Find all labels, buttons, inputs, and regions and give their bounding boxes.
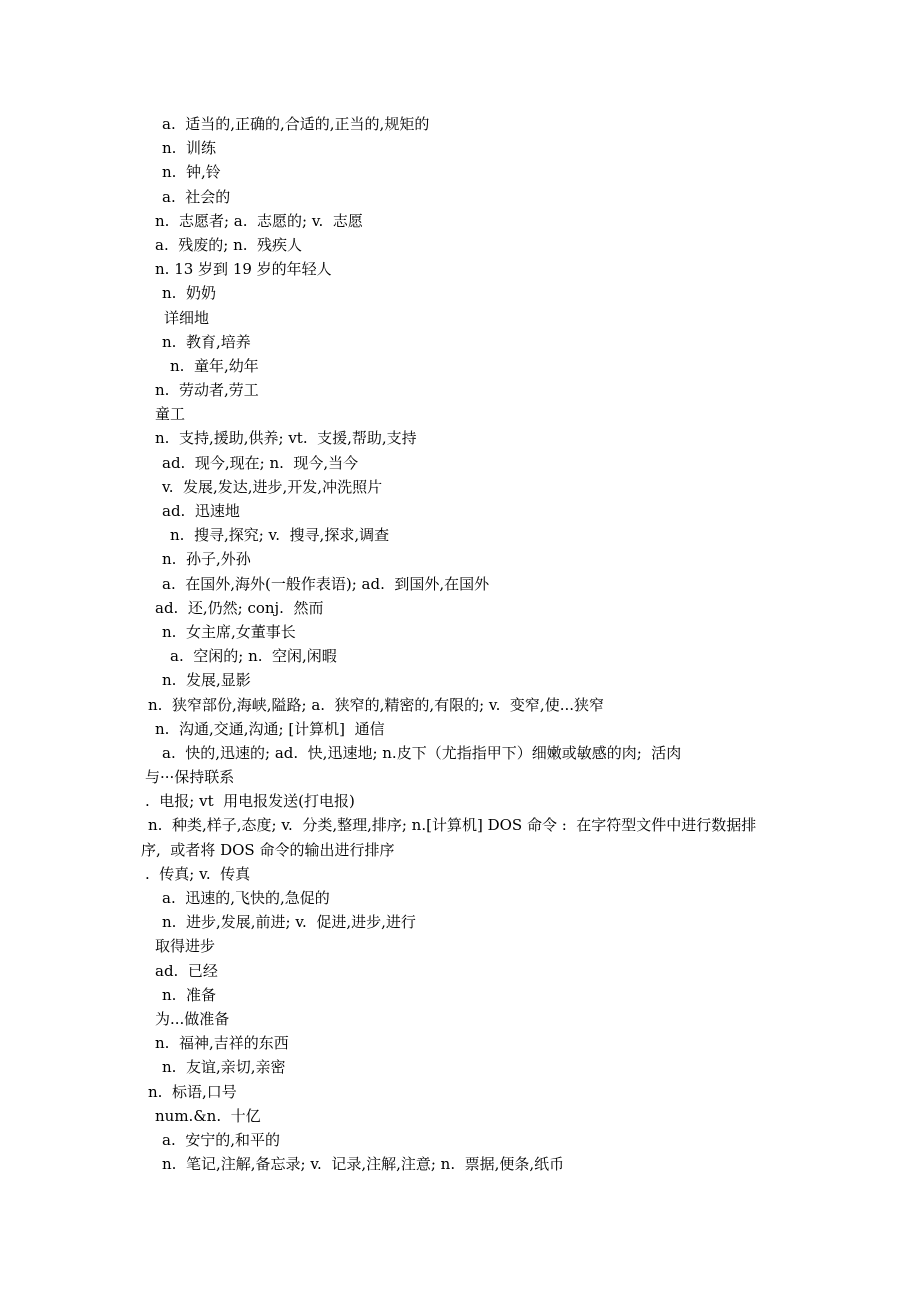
entry-line: . 电报; vt 用电报发送(打电报) (145, 792, 355, 811)
entry-line: n. 友谊,亲切,亲密 (162, 1058, 286, 1077)
entry-line: n. 劳动者,劳工 (155, 381, 259, 400)
entry-line: n. 钟,铃 (162, 163, 221, 182)
entry-line: ad. 迅速地 (162, 502, 240, 520)
entry-line: n. 训练 (162, 139, 216, 158)
entry-line: n. 发展,显影 (162, 671, 251, 690)
entry-line: a. 适当的,正确的,合适的,正当的,规矩的 (162, 115, 430, 133)
entry-line: a. 在国外,海外(一般作表语); ad. 到国外,在国外 (162, 574, 490, 593)
entry-line: 与···保持联系 (145, 768, 235, 787)
entry-line: a. 社会的 (162, 187, 231, 206)
entry-line: n. 种类,样子,态度; v. 分类,整理,排序; n.[计算机] DOS 命令 : 在字符型文件中进行数据排 (148, 816, 757, 835)
entry-line: n. 孙子,外孙 (162, 550, 251, 569)
entry-line: a. 残废的; n. 残疾人 (155, 235, 303, 254)
entry-line: n. 志愿者; a. 志愿的; v. 志愿 (155, 211, 363, 230)
entry-line: n. 福神,吉祥的东西 (155, 1034, 289, 1053)
entry-line: n. 搜寻,探究; v. 搜寻,探求,调查 (170, 526, 390, 545)
entry-line: v. 发展,发达,进步,开发,冲洗照片 (162, 477, 383, 496)
entry-line: n. 标语,口号 (148, 1082, 237, 1101)
entry-line: 为...做准备 (155, 1009, 230, 1028)
entry-line: ad. 现今,现在; n. 现今,当今 (162, 453, 359, 472)
entry-line: ad. 已经 (155, 961, 218, 980)
entry-line: 序, 或者将 DOS 命令的输出进行排序 (141, 840, 395, 859)
entry-line: n. 奶奶 (162, 284, 216, 303)
entry-line: n. 笔记,注解,备忘录; v. 记录,注解,注意; n. 票据,便条,纸币 (162, 1155, 565, 1174)
entry-line: n. 教育,培养 (162, 332, 251, 351)
entry-line: n. 童年,幼年 (170, 356, 259, 375)
entry-line: n. 女主席,女董事长 (162, 622, 296, 641)
entry-line: n. 狭窄部份,海峡,隘路; a. 狭窄的,精密的,有限的; v. 变窄,使...狭窄 (148, 695, 605, 714)
entry-line: 童工 (155, 405, 186, 424)
entry-line: n. 进步,发展,前进; v. 促进,进步,进行 (162, 913, 416, 932)
entry-line: a. 迅速的,飞快的,急促的 (162, 889, 330, 907)
entry-line: n. 支持,援助,供养; vt. 支援,帮助,支持 (155, 429, 417, 448)
entry-line: a. 安宁的,和平的 (162, 1130, 281, 1149)
entry-line: n. 沟通,交通,沟通; [计算机] 通信 (155, 719, 385, 738)
entry-line: ad. 还,仍然; conj. 然而 (155, 598, 324, 617)
entry-line: n. 准备 (162, 985, 216, 1004)
entry-line: . 传真; v. 传真 (145, 864, 251, 883)
entry-line: n. 13 岁到 19 岁的年轻人 (155, 260, 332, 279)
entry-line: num.&n. 十亿 (155, 1106, 261, 1125)
vocabulary-list (0, 112, 920, 1176)
entry-line: 取得进步 (155, 937, 216, 956)
entry-line: 详细地 (164, 308, 210, 327)
entry-line: a. 快的,迅速的; ad. 快,迅速地; n.皮下（尤指指甲下）细嫩或敏感的肉; 活肉 (162, 743, 682, 762)
entry-line: a. 空闲的; n. 空闲,闲暇 (170, 647, 337, 666)
